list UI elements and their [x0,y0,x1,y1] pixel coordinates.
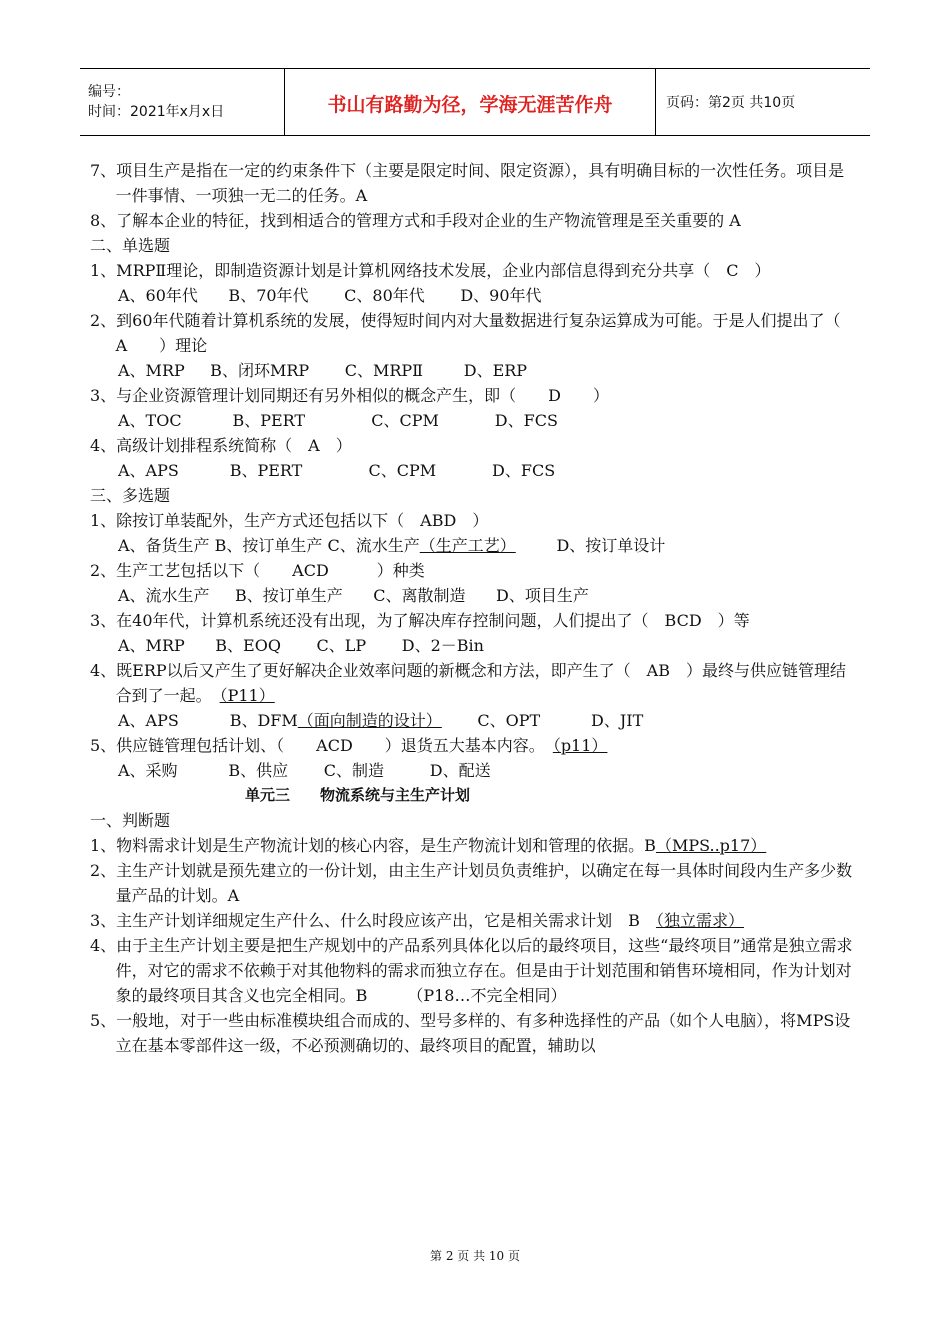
multi-choice-3: 3、在40年代，计算机系统还没有出现，为了解决库存控制问题，人们提出了（ BCD ）等 [90,611,750,630]
j1-text: 1、物料需求计划是生产物流计划的核心内容，是生产物流计划和管理的依据。B [90,836,656,855]
multi-choice-1: 1、除按订单装配外，生产方式还包括以下（ ABD ） [90,511,489,530]
m5-ref: （p11） [552,736,608,755]
multi-choice-5-options: A、采购 B、供应 C、制造 D、配送 [118,761,491,780]
j3-ref: （独立需求） [655,911,744,930]
m1-options-note: （生产工艺） [419,536,516,555]
m1-options-a: A、备货生产 B、按订单生产 C、流水生产 [118,536,420,555]
multi-choice-3-options: A、MRP B、EOQ C、LP D、2－Bin [118,636,484,655]
section-multiple-choice: 三、多选题 [90,486,171,505]
page-header [80,68,870,136]
multi-choice-4-options [90,708,860,733]
question-8: 8、了解本企业的特征，找到相适合的管理方式和手段对企业的生产物流管理是至关重要的 A [90,211,741,230]
j1-ref: （MPS..p17） [655,836,767,855]
multi-choice-2: 2、生产工艺包括以下（ ACD ）种类 [90,561,425,580]
question-7: 7、项目生产是指在一定的约束条件下（主要是限定时间、限定资源），具有明确目标的一次性任务。项目是一件事情、一项独一无二的任务。A [90,161,845,205]
document-body [90,158,873,1058]
motto: 书山有路勤为径，学海无涯苦作舟 [327,93,613,116]
true-false-3 [90,908,860,933]
single-choice-1-options: A、60年代 B、70年代 C、80年代 D、90年代 [118,286,542,305]
header-motto-cell [284,69,656,135]
multi-choice-5 [90,733,860,758]
header-page-cell [656,69,870,135]
true-false-2: 2、主生产计划就是预先建立的一份计划，由主生产计划员负责维护，以确定在每一具体时间段内生产多少数量产品的计划。A [90,861,853,905]
section-true-false: 一、判断题 [90,811,171,830]
true-false-5: 5、一般地，对于一些由标准模块组合而成的、型号多样的、有多种选择性的产品（如个人电脑），将MPS设立在基本零部件这一级，不必预测确切的、最终项目的配置，辅助以 [90,1011,851,1055]
multi-choice-4 [90,658,860,708]
m1-options-d: D、按订单设计 [515,536,666,555]
single-choice-4: 4、高级计划排程系统简称（ A ） [90,436,352,455]
serial-label: 编号： [88,84,130,100]
m4-text: 4、既ERP以后又产生了更好解决企业效率问题的新概念和方法，即产生了（ AB ）最终与供应链管理结合到了一起。 [90,661,846,705]
single-choice-3: 3、与企业资源管理计划同期还有另外相似的概念产生，即（ D ） [90,386,610,405]
section-single-choice: 二、单选题 [90,236,171,255]
true-false-4: 4、由于主生产计划主要是把生产规划中的产品系列具体化以后的最终项目，这些“最终项目”通常是独立需求件，对它的需求不依赖于对其他物料的需求而独立存在。但是由于计划范围和销售环境相同，作为计划对象的最终项目其含义也完全相同。B （P18…不完全相同） [90,936,853,1005]
page-label: 页码：第2页 共10页 [666,95,796,111]
m5-text: 5、供应链管理包括计划、（ ACD ）退货五大基本内容。 [90,736,553,755]
header-meta [80,69,284,135]
date-label: 时间：2021年x月x日 [88,104,225,120]
m4-options-note: （面向制造的设计） [297,711,442,730]
page-footer: 第 2 页 共 10 页 [430,1249,520,1263]
single-choice-1: 1、MRPⅡ理论，即制造资源计划是计算机网络技术发展，企业内部信息得到充分共享（ C ） [90,261,771,280]
true-false-1 [90,833,860,858]
multi-choice-2-options: A、流水生产 B、按订单生产 C、离散制造 D、项目生产 [118,586,589,605]
m4-options-a: A、APS B、DFM [118,711,298,730]
single-choice-2: 2、到60年代随着计算机系统的发展，使得短时间内对大量数据进行复杂运算成为可能。于是人们提出了（ A ）理论 [90,311,873,355]
single-choice-4-options: A、APS B、PERT C、CPM D、FCS [118,461,556,480]
unit-title: 单元三 物流系统与主生产计划 [245,786,471,804]
j3-text: 3、主生产计划详细规定生产什么、什么时段应该产出，它是相关需求计划 B [90,911,656,930]
single-choice-2-options: A、MRP B、闭环MRP C、MRPⅡ D、ERP [118,361,528,380]
single-choice-3-options: A、TOC B、PERT C、CPM D、FCS [118,411,558,430]
multi-choice-1-options [90,533,860,558]
m4-ref: （P11） [219,686,275,705]
m4-options-c: C、OPT D、JIT [441,711,644,730]
